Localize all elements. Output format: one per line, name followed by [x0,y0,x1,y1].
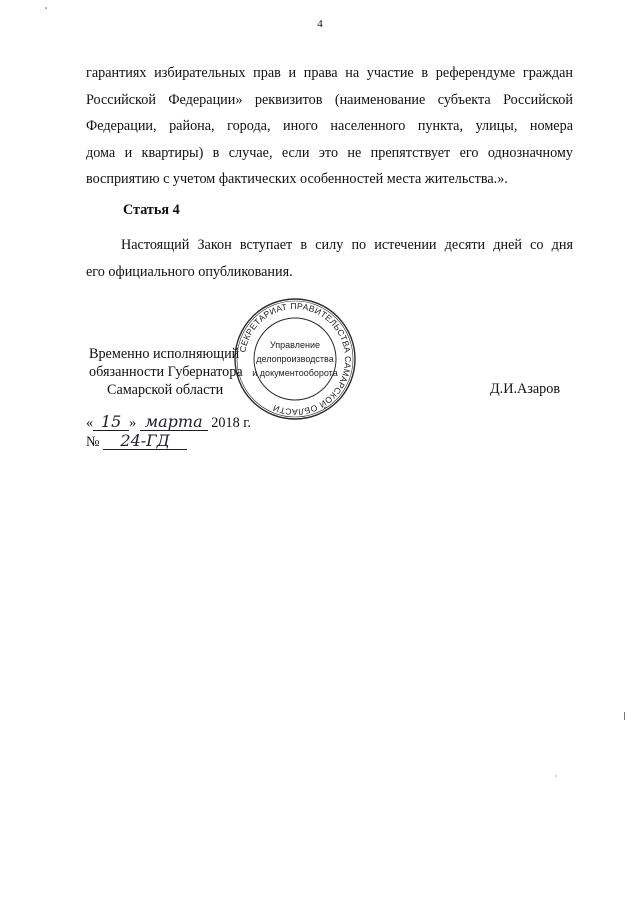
date-month-handwritten: марта [140,414,208,431]
date-day-handwritten: 15 [93,414,129,431]
paragraph-line: его официального опубликования. [86,263,293,280]
paragraph-line: восприятию с учетом фактических особенностей места жительства.». [86,171,508,187]
signatory-position-line: обязанности Губернатора [89,364,243,380]
date-open-quote: « [86,415,94,431]
stamp-ring-text: СЕКРЕТАРИАТ ПРАВИТЕЛЬСТВА САМАРСКОЙ ОБЛАСТИ [237,300,354,418]
date-year: 2018 г. [211,415,251,431]
paragraph-line: гарантиях избирательных прав и права на участие в референдуме граждан [86,65,573,81]
signatory-position-line: Временно исполняющий [89,346,240,362]
stamp-center-line: делопроизводства [256,354,334,364]
paragraph-line: Настоящий Закон вступает в силу по истечении десяти дней со дня [121,237,573,253]
document-number-handwritten: 24-ГД [103,433,187,450]
paragraph-line: Федерации, района, города, иного населенного пункта, улицы, номера [86,118,573,134]
article-heading: Статья 4 [123,202,180,218]
stamp-center-line: и документооборота [252,368,338,378]
page-number: 4 [317,18,323,30]
paragraph-line: Российской Федерации» реквизитов (наименование субъекта Российской [86,91,573,108]
paragraph-line: дома и квартиры) в случае, если это не препятствует его однозначному [86,144,573,161]
document-number-label: № [86,434,100,450]
signatory-position-line: Самарской области [107,382,224,398]
signatory-name: Д.И.Азаров [490,381,561,397]
date-close-quote: » [129,415,137,431]
stamp-center-line: Управление [269,340,321,350]
